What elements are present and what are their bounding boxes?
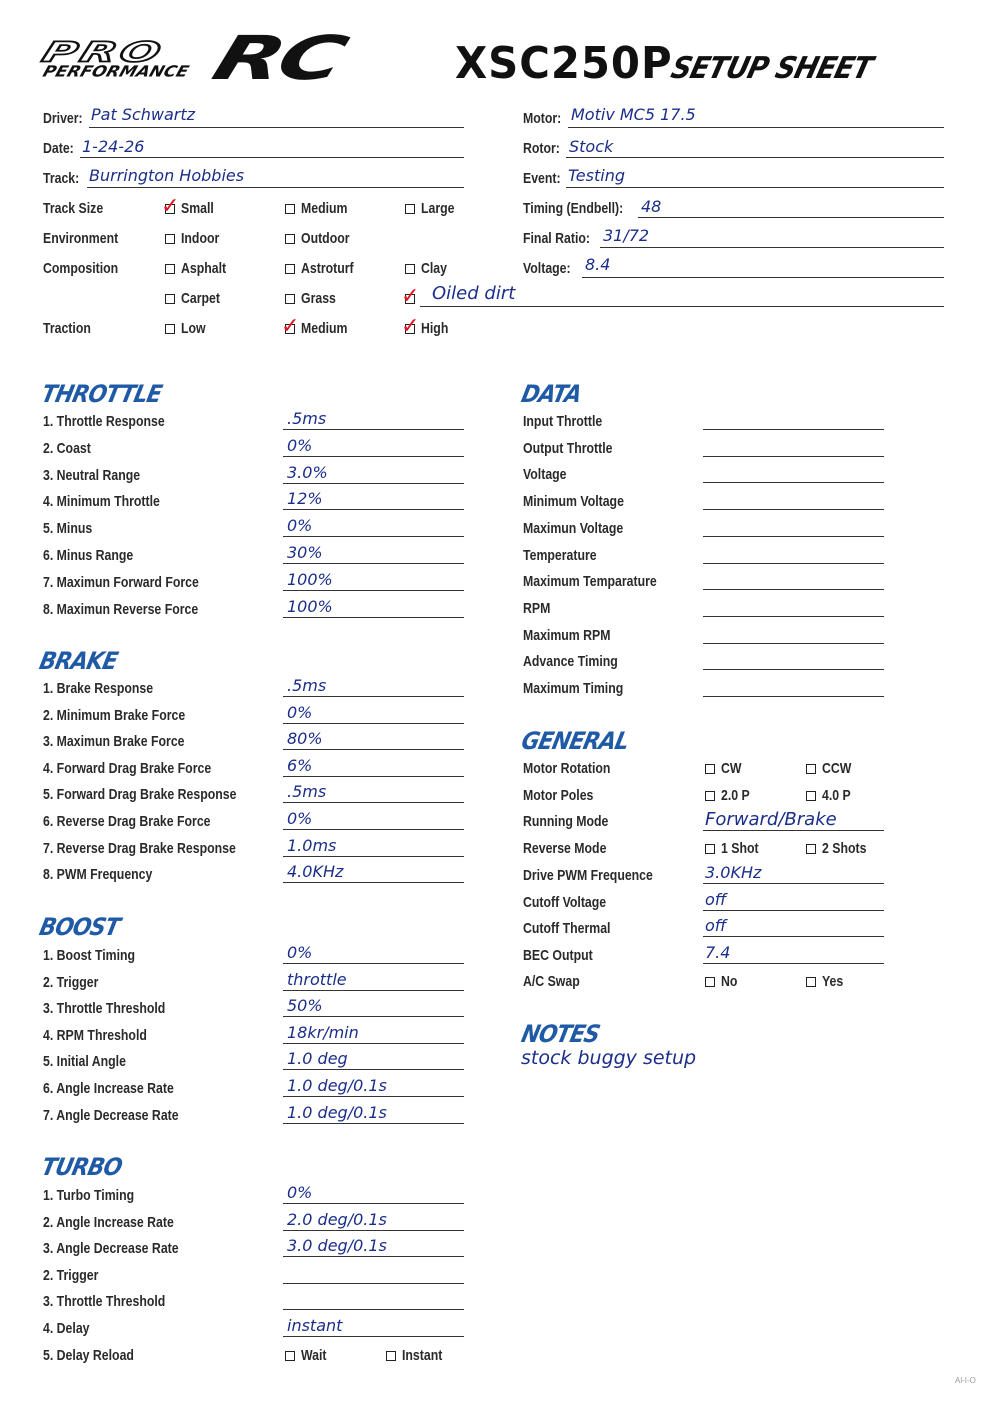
- general-row-1-value[interactable]: 3.0KHz: [705, 863, 762, 882]
- throttle-row-1-line: [283, 429, 464, 430]
- turbo-row-3-value[interactable]: 3.0 deg/0.1s: [287, 1236, 387, 1255]
- throttle-row-2-value[interactable]: 0%: [287, 436, 313, 455]
- throttle-row-5-label: 5. Minus: [43, 520, 93, 537]
- composition-other-value[interactable]: Oiled dirt: [432, 283, 516, 304]
- composition-astroturf-label: Astroturf: [301, 260, 354, 277]
- boost-row-6-label: 6. Angle Increase Rate: [43, 1080, 174, 1097]
- brake-row-7-label: 7. Reverse Drag Brake Response: [43, 840, 236, 857]
- data-row-5-line: [703, 536, 884, 537]
- turbo-row-1-value[interactable]: 0%: [287, 1183, 313, 1202]
- environment-outdoor-label: Outdoor: [301, 230, 350, 247]
- composition-asphalt-checkbox[interactable]: [165, 264, 175, 274]
- event-line: [566, 187, 944, 188]
- data-row-7-label: Maximum Temparature: [523, 573, 657, 590]
- check-mark-icon: ✓: [401, 284, 420, 309]
- ac-swap-no-checkbox[interactable]: [705, 977, 715, 987]
- data-row-8-line: [703, 616, 884, 617]
- track-size-large-label: Large: [421, 200, 455, 217]
- composition-grass-checkbox[interactable]: [285, 294, 295, 304]
- reverse-mode-2shots-checkbox[interactable]: [806, 844, 816, 854]
- throttle-row-6-value[interactable]: 30%: [287, 543, 323, 562]
- general-row-4-line: [703, 963, 884, 964]
- brake-row-2-value[interactable]: 0%: [287, 703, 313, 722]
- environment-label: Environment: [43, 230, 119, 247]
- throttle-row-6-label: 6. Minus Range: [43, 547, 134, 564]
- traction-medium-label: Medium: [301, 320, 348, 337]
- running-mode-label: Running Mode: [523, 813, 609, 830]
- running-mode-value[interactable]: Forward/Brake: [705, 809, 837, 830]
- throttle-row-8-value[interactable]: 100%: [287, 597, 333, 616]
- boost-row-1-label: 1. Boost Timing: [43, 947, 136, 964]
- boost-row-1-value[interactable]: 0%: [287, 943, 313, 962]
- brake-row-6-line: [283, 829, 464, 830]
- motor-line: [568, 127, 944, 128]
- boost-row-3-label: 3. Throttle Threshold: [43, 1000, 166, 1017]
- data-row-4-label: Minimum Voltage: [523, 493, 624, 510]
- boost-row-7-label: 7. Angle Decrease Rate: [43, 1107, 179, 1124]
- composition-clay-label: Clay: [421, 260, 447, 277]
- brake-row-3-value[interactable]: 80%: [287, 729, 323, 748]
- general-row-2-value[interactable]: off: [705, 890, 727, 909]
- data-row-11-line: [703, 696, 884, 697]
- logo-pro-text: PRO: [38, 35, 170, 68]
- ac-swap-yes-label: Yes: [822, 973, 844, 990]
- brake-row-5-line: [283, 802, 464, 803]
- timing-label: Timing (Endbell):: [523, 200, 624, 217]
- motor-label: Motor:: [523, 110, 562, 127]
- throttle-row-3-label: 3. Neutral Range: [43, 467, 141, 484]
- data-row-2-line: [703, 456, 884, 457]
- brake-row-4-line: [283, 776, 464, 777]
- data-row-8-label: RPM: [523, 600, 551, 617]
- throttle-row-7-value[interactable]: 100%: [287, 570, 333, 589]
- general-row-1-line: [703, 883, 884, 884]
- turbo-row-2-value[interactable]: 2.0 deg/0.1s: [287, 1210, 387, 1229]
- data-row-2-label: Output Throttle: [523, 440, 613, 457]
- turbo-row-6-line: [283, 1336, 464, 1337]
- driver-label: Driver:: [43, 110, 83, 127]
- turbo-row-2-label: 2. Angle Increase Rate: [43, 1214, 174, 1231]
- composition-asphalt-label: Asphalt: [181, 260, 227, 277]
- turbo-section-title: TURBO: [39, 1153, 125, 1181]
- boost-row-2-label: 2. Trigger: [43, 974, 99, 991]
- turbo-row-1-label: 1. Turbo Timing: [43, 1187, 135, 1204]
- general-row-4-value[interactable]: 7.4: [705, 943, 731, 962]
- motor-rotation-cw-label: CW: [721, 760, 742, 777]
- track-label: Track:: [43, 170, 80, 187]
- footer-mark: Al-I-O: [955, 1376, 976, 1385]
- boost-row-5-line: [283, 1069, 464, 1070]
- motor-poles-2p-checkbox[interactable]: [705, 791, 715, 801]
- throttle-section-title: THROTTLE: [39, 380, 165, 408]
- motor-poles-label: Motor Poles: [523, 787, 594, 804]
- boost-row-4-line: [283, 1043, 464, 1044]
- data-row-10-line: [703, 669, 884, 670]
- voltage-label: Voltage:: [523, 260, 571, 277]
- data-row-1-label: Input Throttle: [523, 413, 603, 430]
- brake-row-4-label: 4. Forward Drag Brake Force: [43, 760, 212, 777]
- brake-row-3-line: [283, 749, 464, 750]
- model-title: XSC250P: [455, 38, 673, 89]
- check-mark-icon: ✓: [281, 314, 300, 339]
- boost-row-3-line: [283, 1016, 464, 1017]
- boost-row-1-line: [283, 963, 464, 964]
- general-row-3-line: [703, 936, 884, 937]
- data-row-3-line: [703, 482, 884, 483]
- data-row-4-line: [703, 509, 884, 510]
- turbo-row-4-label: 2. Trigger: [43, 1267, 99, 1284]
- delay-reload-wait-label: Wait: [301, 1347, 327, 1364]
- general-row-2-label: Cutoff Voltage: [523, 894, 607, 911]
- logo-rc-text: RC: [204, 22, 352, 94]
- track-size-small-label: Small: [181, 200, 214, 217]
- composition-carpet-label: Carpet: [181, 290, 220, 307]
- motor-poles-4p-checkbox[interactable]: [806, 791, 816, 801]
- ac-swap-yes-checkbox[interactable]: [806, 977, 816, 987]
- brake-row-1-value[interactable]: .5ms: [287, 676, 327, 695]
- boost-row-6-value[interactable]: 1.0 deg/0.1s: [287, 1076, 387, 1095]
- composition-clay-checkbox[interactable]: [405, 264, 415, 274]
- environment-indoor-label: Indoor: [181, 230, 220, 247]
- throttle-row-7-label: 7. Maximun Forward Force: [43, 574, 199, 591]
- brake-row-5-label: 5. Forward Drag Brake Response: [43, 786, 237, 803]
- running-mode-line: [703, 830, 884, 831]
- sheet-title: SETUP SHEET: [667, 51, 876, 86]
- throttle-row-3-line: [283, 483, 464, 484]
- brake-row-8-line: [283, 882, 464, 883]
- composition-grass-label: Grass: [301, 290, 336, 307]
- motor-value[interactable]: Motiv MC5 17.5: [571, 105, 696, 124]
- brake-row-7-line: [283, 856, 464, 857]
- data-row-10-label: Advance Timing: [523, 653, 618, 670]
- reverse-mode-label: Reverse Mode: [523, 840, 607, 857]
- general-row-2-line: [703, 910, 884, 911]
- turbo-row-3-label: 3. Angle Decrease Rate: [43, 1240, 179, 1257]
- timing-value[interactable]: 48: [641, 197, 662, 216]
- boost-row-7-line: [283, 1123, 464, 1124]
- track-size-label: Track Size: [43, 200, 104, 217]
- timing-line: [638, 217, 944, 218]
- data-row-7-line: [703, 589, 884, 590]
- track-value[interactable]: Burrington Hobbies: [89, 166, 245, 185]
- general-row-3-value[interactable]: off: [705, 916, 727, 935]
- brake-row-1-label: 1. Brake Response: [43, 680, 154, 697]
- general-row-3-label: Cutoff Thermal: [523, 920, 611, 937]
- boost-row-3-value[interactable]: 50%: [287, 996, 323, 1015]
- boost-row-5-label: 5. Initial Angle: [43, 1053, 126, 1070]
- track-size-medium-checkbox[interactable]: [285, 204, 295, 214]
- notes-section-title: NOTES: [519, 1020, 602, 1048]
- brake-row-3-label: 3. Maximun Brake Force: [43, 733, 185, 750]
- throttle-row-6-line: [283, 563, 464, 564]
- check-mark-icon: ✓: [161, 194, 180, 219]
- delay-reload-instant-label: Instant: [402, 1347, 443, 1364]
- throttle-row-4-label: 4. Minimum Throttle: [43, 493, 160, 510]
- check-mark-icon: ✓: [401, 314, 420, 339]
- traction-low-checkbox[interactable]: [165, 324, 175, 334]
- reverse-mode-2shots-label: 2 Shots: [822, 840, 867, 857]
- data-row-9-label: Maximum RPM: [523, 627, 611, 644]
- environment-indoor-checkbox[interactable]: [165, 234, 175, 244]
- turbo-row-2-line: [283, 1230, 464, 1231]
- brake-row-6-label: 6. Reverse Drag Brake Force: [43, 813, 211, 830]
- throttle-row-2-line: [283, 456, 464, 457]
- ac-swap-label: A/C Swap: [523, 973, 580, 990]
- throttle-row-7-line: [283, 590, 464, 591]
- composition-astroturf-checkbox[interactable]: [285, 264, 295, 274]
- throttle-row-4-line: [283, 509, 464, 510]
- date-label: Date:: [43, 140, 74, 157]
- throttle-row-3-value[interactable]: 3.0%: [287, 463, 328, 482]
- turbo-row-6-label: 4. Delay: [43, 1320, 90, 1337]
- throttle-row-2-label: 2. Coast: [43, 440, 91, 457]
- brake-row-8-value[interactable]: 4.0KHz: [287, 862, 344, 881]
- data-row-1-line: [703, 429, 884, 430]
- motor-poles-2p-label: 2.0 P: [721, 787, 750, 804]
- brake-section-title: BRAKE: [37, 647, 120, 675]
- driver-value[interactable]: Pat Schwartz: [91, 105, 196, 124]
- throttle-row-4-value[interactable]: 12%: [287, 489, 323, 508]
- brake-row-2-line: [283, 723, 464, 724]
- motor-rotation-label: Motor Rotation: [523, 760, 611, 777]
- reverse-mode-1shot-checkbox[interactable]: [705, 844, 715, 854]
- data-row-5-label: Maximun Voltage: [523, 520, 624, 537]
- boost-row-4-value[interactable]: 18kr/min: [287, 1023, 359, 1042]
- throttle-row-1-value[interactable]: .5ms: [287, 409, 327, 428]
- track-line: [87, 187, 464, 188]
- voltage-value[interactable]: 8.4: [585, 255, 611, 274]
- data-row-9-line: [703, 643, 884, 644]
- notes-text[interactable]: stock buggy setup: [521, 1047, 697, 1069]
- motor-poles-4p-label: 4.0 P: [822, 787, 851, 804]
- turbo-row-5-label: 3. Throttle Threshold: [43, 1293, 166, 1310]
- data-row-3-label: Voltage: [523, 466, 567, 483]
- throttle-row-8-line: [283, 617, 464, 618]
- turbo-row-6-value[interactable]: instant: [287, 1316, 343, 1335]
- delay-reload-instant-checkbox[interactable]: [386, 1351, 396, 1361]
- track-size-medium-label: Medium: [301, 200, 348, 217]
- turbo-row-4-line: [283, 1283, 464, 1284]
- traction-low-label: Low: [181, 320, 206, 337]
- final-ratio-line: [600, 247, 944, 248]
- traction-high-label: High: [421, 320, 449, 337]
- general-row-1-label: Drive PWM Frequence: [523, 867, 653, 884]
- brake-row-8-label: 8. PWM Frequency: [43, 866, 153, 883]
- date-value[interactable]: 1-24-26: [82, 137, 145, 156]
- boost-row-6-line: [283, 1096, 464, 1097]
- ac-swap-no-label: No: [721, 973, 738, 990]
- turbo-row-5-line: [283, 1309, 464, 1310]
- boost-row-5-value[interactable]: 1.0 deg: [287, 1049, 348, 1068]
- date-line: [80, 157, 464, 158]
- data-row-6-line: [703, 563, 884, 564]
- data-row-6-label: Temperature: [523, 547, 597, 564]
- final-ratio-value[interactable]: 31/72: [603, 226, 650, 245]
- brake-row-6-value[interactable]: 0%: [287, 809, 313, 828]
- composition-label: Composition: [43, 260, 119, 277]
- driver-line: [89, 127, 464, 128]
- throttle-row-5-line: [283, 536, 464, 537]
- environment-outdoor-checkbox[interactable]: [285, 234, 295, 244]
- rotor-label: Rotor:: [523, 140, 560, 157]
- voltage-line: [582, 277, 944, 278]
- motor-rotation-ccw-checkbox[interactable]: [806, 764, 816, 774]
- boost-section-title: BOOST: [37, 913, 122, 941]
- brake-row-4-value[interactable]: 6%: [287, 756, 313, 775]
- event-value[interactable]: Testing: [568, 166, 625, 185]
- traction-label: Traction: [43, 320, 91, 337]
- boost-row-2-value[interactable]: throttle: [287, 970, 347, 989]
- turbo-row-1-line: [283, 1203, 464, 1204]
- general-row-4-label: BEC Output: [523, 947, 593, 964]
- boost-row-4-label: 4. RPM Threshold: [43, 1027, 147, 1044]
- data-section-title: DATA: [519, 380, 584, 408]
- boost-row-2-line: [283, 990, 464, 991]
- logo-performance-text: PERFORMANCE: [40, 63, 192, 82]
- rotor-line: [566, 157, 944, 158]
- delay-reload-label: 5. Delay Reload: [43, 1347, 134, 1364]
- brake-row-2-label: 2. Minimum Brake Force: [43, 707, 186, 724]
- throttle-row-8-label: 8. Maximun Reverse Force: [43, 601, 199, 618]
- motor-rotation-ccw-label: CCW: [822, 760, 852, 777]
- track-size-large-checkbox[interactable]: [405, 204, 415, 214]
- delay-reload-wait-checkbox[interactable]: [285, 1351, 295, 1361]
- data-row-11-label: Maximum Timing: [523, 680, 624, 697]
- final-ratio-label: Final Ratio:: [523, 230, 590, 247]
- brake-row-7-value[interactable]: 1.0ms: [287, 836, 337, 855]
- motor-rotation-cw-checkbox[interactable]: [705, 764, 715, 774]
- composition-other-line: [420, 306, 944, 307]
- reverse-mode-1shot-label: 1 Shot: [721, 840, 759, 857]
- throttle-row-5-value[interactable]: 0%: [287, 516, 313, 535]
- throttle-row-1-label: 1. Throttle Response: [43, 413, 165, 430]
- rotor-value[interactable]: Stock: [569, 137, 614, 156]
- composition-carpet-checkbox[interactable]: [165, 294, 175, 304]
- boost-row-7-value[interactable]: 1.0 deg/0.1s: [287, 1103, 387, 1122]
- general-section-title: GENERAL: [519, 727, 632, 755]
- event-label: Event:: [523, 170, 561, 187]
- turbo-row-3-line: [283, 1256, 464, 1257]
- brake-row-5-value[interactable]: .5ms: [287, 782, 327, 801]
- brake-row-1-line: [283, 696, 464, 697]
